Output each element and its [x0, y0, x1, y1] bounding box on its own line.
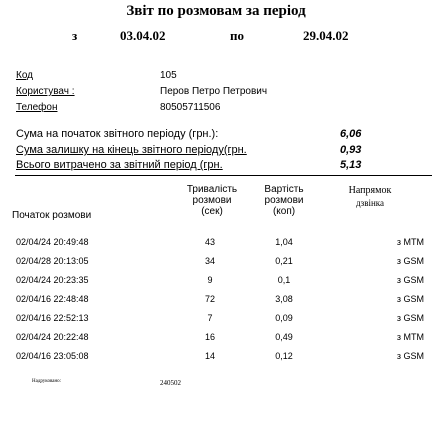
- row-cost: 0,09: [275, 313, 293, 323]
- summary-start-value: 6,06: [340, 128, 362, 140]
- row-duration: 43: [204, 237, 215, 247]
- row-direction: з МТМ: [396, 237, 424, 247]
- row-start-time: 02/04/16 22:52:13: [16, 313, 89, 323]
- row-cost: 0,1: [277, 275, 291, 285]
- row-cost: 0,12: [275, 351, 293, 361]
- row-start-time: 02/04/16 23:05:08: [16, 351, 89, 361]
- row-direction: з GSM: [396, 275, 424, 285]
- header-direction-line1: Напрямок: [348, 185, 392, 196]
- phone-value: 80505711506: [160, 102, 221, 113]
- row-start-time: 02/04/16 22:48:48: [16, 294, 89, 304]
- row-cost: 0,21: [275, 256, 293, 266]
- row-start-time: 02/04/28 20:13:05: [16, 256, 89, 266]
- period-to-date: 29.04.02: [303, 28, 349, 43]
- row-direction: з GSM: [396, 313, 424, 323]
- printed-value: 240502: [160, 379, 181, 387]
- report-title: Звіт по розмовам за період: [126, 3, 306, 19]
- code-label: Код: [16, 70, 34, 81]
- header-start: Початок розмови: [12, 210, 92, 221]
- summary-start-label: Сума на початок звітного періоду (грн.):: [16, 128, 219, 140]
- period-from-date: 03.04.02: [120, 28, 166, 43]
- row-direction: з МТМ: [396, 332, 424, 342]
- summary-end-label: Сума залишку на кінець звітного періоду(грн.: [16, 144, 247, 156]
- row-direction: з GSM: [396, 351, 424, 361]
- header-cost-line3: (коп): [272, 206, 296, 217]
- header-duration-line1: Тривалість: [186, 184, 238, 195]
- period-from-label: з: [72, 28, 78, 43]
- row-duration: 7: [207, 313, 213, 323]
- header-direction-line2: дзвінка: [355, 198, 385, 208]
- row-duration: 72: [204, 294, 215, 304]
- summary-spent-value: 5,13: [340, 159, 362, 171]
- summary-end-value: 0,93: [340, 144, 362, 156]
- row-duration: 16: [204, 332, 215, 342]
- header-direction: [332, 184, 408, 210]
- user-value: Перов Петро Петрович: [160, 86, 268, 97]
- header-duration-line2: розмови: [192, 195, 232, 206]
- header-cost-line1: Вартість: [264, 184, 304, 195]
- row-cost: 0,49: [275, 332, 293, 342]
- row-duration: 9: [207, 275, 213, 285]
- row-duration: 14: [204, 351, 215, 361]
- period-to-label: по: [230, 28, 244, 43]
- printed-label: Надруковано:: [32, 379, 62, 384]
- user-label: Користувач :: [16, 86, 75, 97]
- row-cost: 1,04: [275, 237, 293, 247]
- header-cost: [254, 184, 314, 217]
- header-duration-line3: (сек): [201, 206, 223, 217]
- header-duration: [180, 184, 244, 217]
- header-cost-line2: розмови: [264, 195, 304, 206]
- phone-label: Телефон: [16, 102, 58, 113]
- row-direction: з GSM: [396, 294, 424, 304]
- row-start-time: 02/04/24 20:22:48: [16, 332, 89, 342]
- code-value: 105: [160, 70, 177, 81]
- row-start-time: 02/04/24 20:23:35: [16, 275, 89, 285]
- summary-divider: [15, 175, 432, 176]
- row-start-time: 02/04/24 20:49:48: [16, 237, 89, 247]
- summary-spent-label: Всього витрачено за звітний період (грн.: [16, 159, 223, 171]
- row-cost: 3,08: [275, 294, 293, 304]
- row-duration: 34: [204, 256, 215, 266]
- row-direction: з GSM: [396, 256, 424, 266]
